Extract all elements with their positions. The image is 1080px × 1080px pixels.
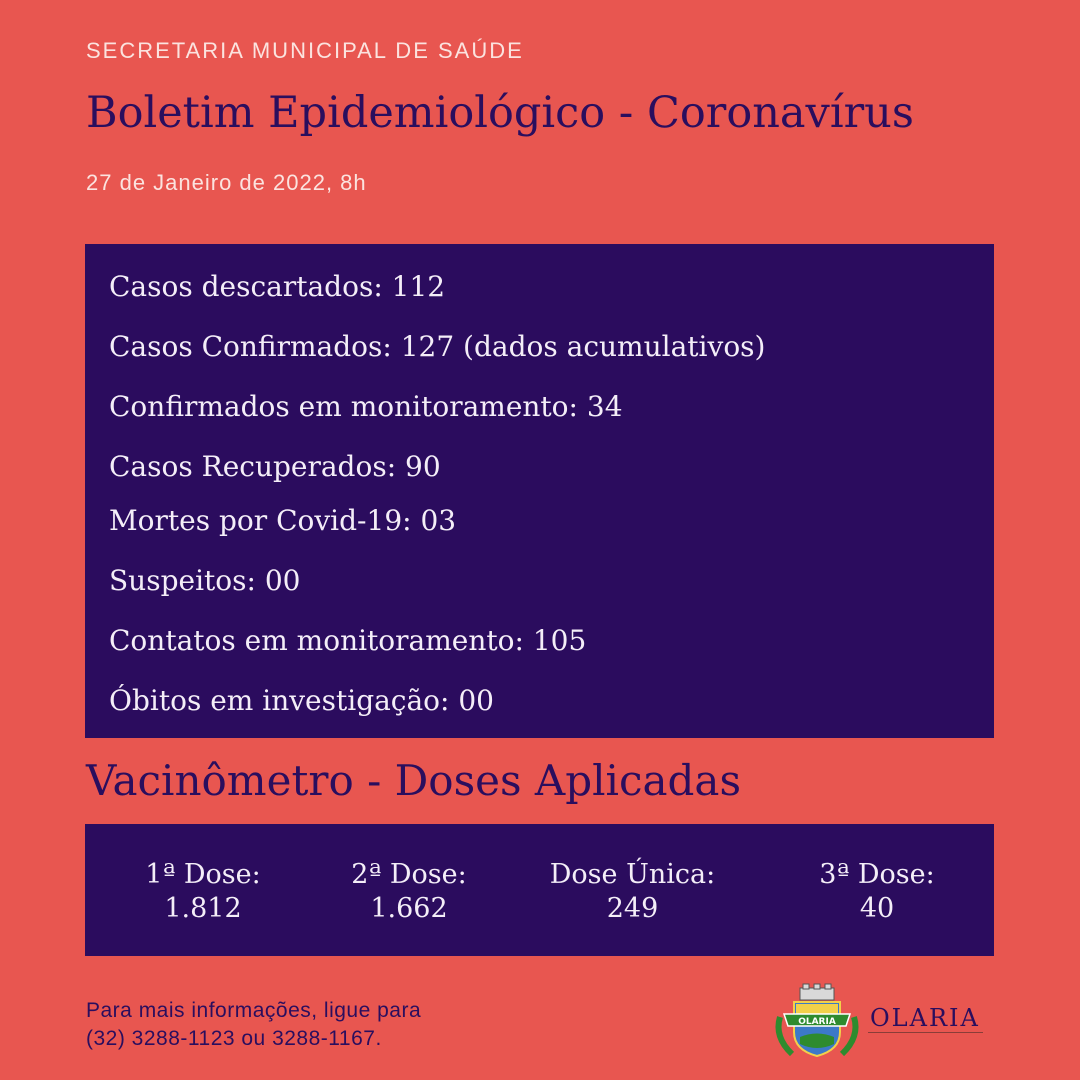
emblem-banner-text: OLARIA bbox=[798, 1017, 836, 1027]
dose-value: 249 bbox=[606, 893, 659, 924]
dose-1 bbox=[133, 858, 273, 926]
stat-suspects: Suspeitos: 00 bbox=[109, 564, 301, 597]
dose-value: 40 bbox=[859, 893, 895, 924]
municipality-logo bbox=[770, 982, 990, 1062]
contact-info bbox=[86, 997, 421, 1053]
stat-deaths: Mortes por Covid-19: 03 bbox=[109, 504, 457, 537]
bulletin-date: 27 de Janeiro de 2022, 8h bbox=[86, 170, 367, 195]
dose-single bbox=[540, 858, 725, 926]
stat-contacts-monitoring: Contatos em monitoramento: 105 bbox=[109, 624, 587, 657]
dose-label: 3ª Dose: bbox=[819, 859, 935, 890]
stat-confirmed: Casos Confirmados: 127 (dados acumulativos) bbox=[109, 330, 766, 363]
stats-panel bbox=[85, 244, 994, 738]
stat-deaths-investigation: Óbitos em investigação: 00 bbox=[109, 684, 494, 717]
dose-2 bbox=[339, 858, 479, 926]
dose-label: Dose Única: bbox=[549, 859, 716, 890]
stat-recovered: Casos Recuperados: 90 bbox=[109, 450, 441, 483]
vaccination-title: Vacinômetro - Doses Aplicadas bbox=[86, 756, 742, 805]
stat-confirmed-monitoring: Confirmados em monitoramento: 34 bbox=[109, 390, 623, 423]
logo-underline bbox=[868, 1032, 983, 1036]
stat-discarded: Casos descartados: 112 bbox=[109, 270, 446, 303]
contact-line-1: Para mais informações, ligue para bbox=[86, 999, 422, 1022]
page-title: Boletim Epidemiológico - Coronavírus bbox=[86, 88, 914, 138]
coat-of-arms-icon bbox=[770, 982, 865, 1062]
dose-3 bbox=[807, 858, 947, 926]
dose-label: 1ª Dose: bbox=[145, 859, 261, 890]
dose-value: 1.812 bbox=[164, 893, 242, 924]
contact-line-2: (32) 3288-1123 ou 3288-1167. bbox=[86, 1027, 382, 1050]
dose-label: 2ª Dose: bbox=[351, 859, 467, 890]
agency-name: SECRETARIA MUNICIPAL DE SAÚDE bbox=[86, 38, 524, 63]
vaccination-panel bbox=[85, 824, 994, 956]
municipality-name: OLARIA bbox=[870, 1004, 980, 1032]
dose-value: 1.662 bbox=[370, 893, 448, 924]
